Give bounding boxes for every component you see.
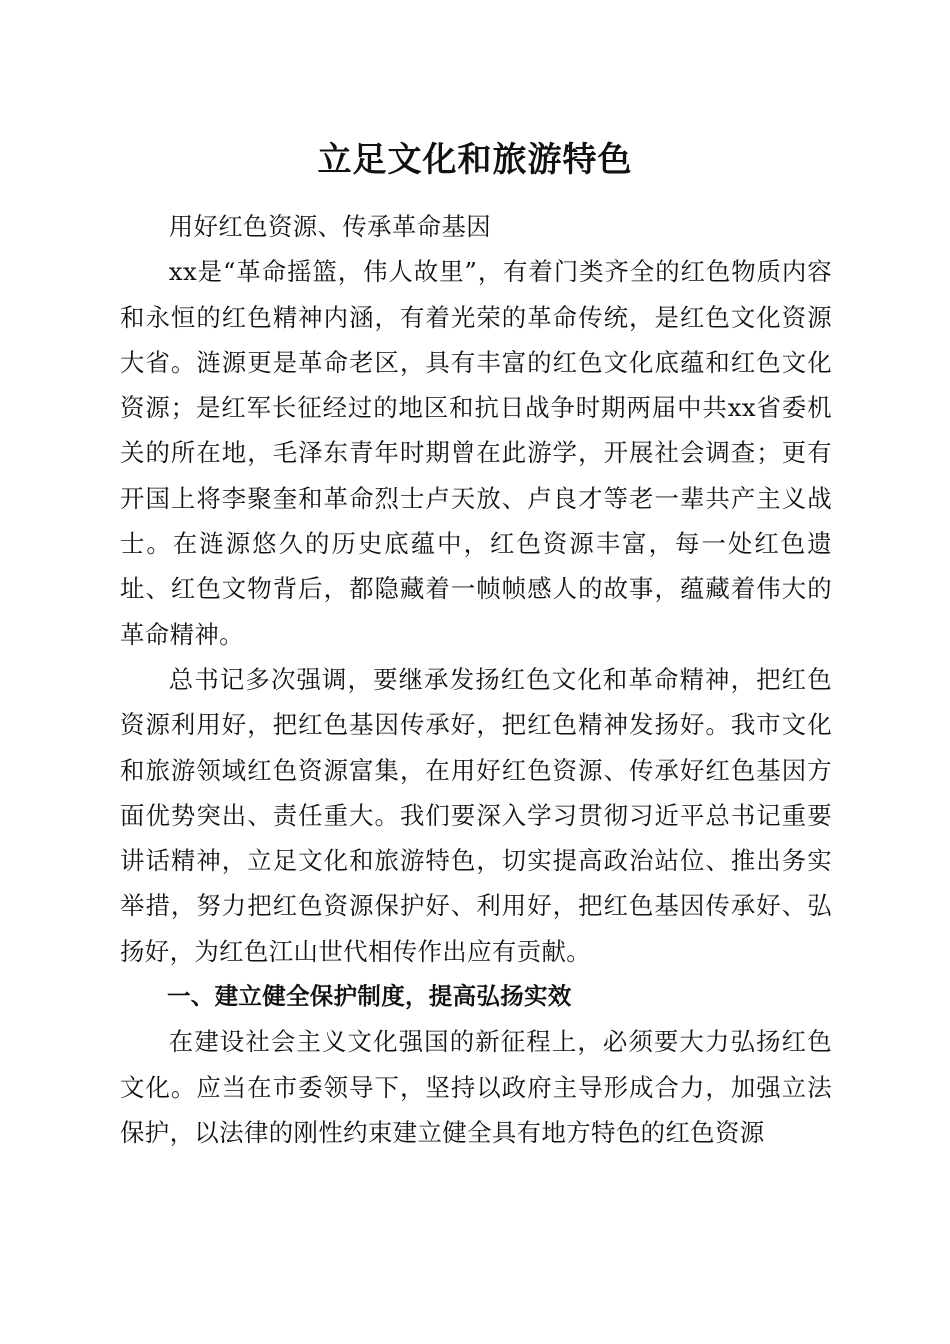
subtitle-line: 用好红色资源、传承革命基因	[168, 212, 492, 241]
document-title: 立足文化和旅游特色	[317, 140, 633, 180]
document-body	[120, 204, 832, 1155]
body-paragraph: xx是“革命摇篮，伟人故里”，有着门类齐全的红色物质内容和永恒的红色精神内涵，有着光荣的革命传统，是红色文化资源大省。涟源更是革命老区，具有丰富的红色文化底蕴和红色文化资源；是红军长征经过的地区和抗日战争时期两届中共xx省委机关的所在地，毛泽东青年时期曾在此游学，开展社会调查；更有开国上将李聚奎和革命烈士卢天放、卢良才等老一辈共产主义战士。在涟源悠久的历史底蕴中，红色资源丰富，每一处红色遗址、红色文物背后，都隐藏着一帧帧感人的故事，蕴藏着伟大的革命精神。	[120, 257, 832, 649]
section-heading: 一、建立健全保护制度，提高弘扬实效	[167, 982, 572, 1011]
section-paragraph: 在建设社会主义文化强国的新征程上，必须要大力弘扬红色文化。应当在市委领导下，坚持以政府主导形成合力，加强立法保护，以法律的刚性约束建立健全具有地方特色的红色资源	[120, 1027, 832, 1147]
body-paragraph: 总书记多次强调，要继承发扬红色文化和革命精神，把红色资源利用好，把红色基因传承好，把红色精神发扬好。我市文化和旅游领域红色资源富集，在用好红色资源、传承好红色基因方面优势突出、责任重大。我们要深入学习贯彻习近平总书记重要讲话精神，立足文化和旅游特色，切实提高政治站位、推出务实举措，努力把红色资源保护好、利用好，把红色基因传承好、弘扬好，为红色江山世代相传作出应有贡献。	[120, 664, 832, 966]
